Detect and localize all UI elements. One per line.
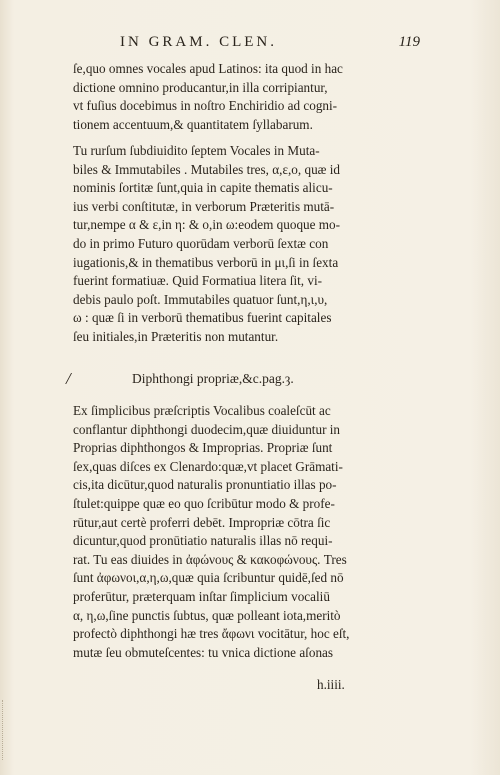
section-mark: /: [66, 369, 71, 388]
text-line: iugationis,& in thematibus verborū in μι,ſi in ſexta: [73, 254, 339, 270]
text-line: fuerint formatiuæ. Quid Formatiua litera ſit, vi-: [73, 273, 323, 289]
text-line: ſunt ἀφωνοι,α,η,ω,quæ quia ſcribuntur quidē,ſed nō: [73, 570, 344, 586]
running-head: IN GRAM. CLEN.: [120, 34, 277, 50]
paragraph-3: [73, 402, 399, 662]
text-line: ius verbi conſtitutæ, in verborum Præteritis mutā-: [73, 198, 335, 214]
section-title: Diphthongi propriæ,&c.pag.ȝ.: [132, 371, 294, 386]
text-line: mutæ ſeu obmuteſcentes: tu vnica dictione aſonas: [73, 644, 334, 660]
text-line: ſtulet:quippe quæ eo quo ſcribūtur modo & profe-: [73, 495, 335, 511]
text-line: ſe,quo omnes vocales apud Latinos: ita quod in hac: [73, 61, 343, 76]
text-line: Ex ſimplicibus præſcriptis Vocalibus coaleſcūt ac: [73, 403, 331, 418]
text-line: vt fuſius docebimus in noſtro Enchiridio ad cogni-: [73, 98, 338, 114]
text-line: tionem accentuum,& quantitatem ſyllabarum.: [73, 116, 313, 132]
text-line: proferūtur, præterquam inſtar ſimplicium vocaliū: [73, 588, 330, 604]
text-line: cis,ita dicūtur,quod naturalis pronuntiatio illas po-: [73, 477, 337, 493]
text-line: conflantur diphthongi duodecim,quæ diuiduntur in: [73, 421, 341, 437]
text-line: profectò diphthongi hæ tres ἄφωνι vocitātur, hoc eſt,: [73, 626, 350, 642]
margin-binding-marks: [2, 700, 7, 760]
text-line: do in primo Futuro quorūdam verborū ſextæ con: [73, 235, 329, 251]
text-line: biles & Immutabiles . Mutabiles tres, α,ε,ο, quæ id: [73, 161, 341, 177]
text-line: dictione omnino producantur,in illa corripiantur,: [73, 79, 328, 95]
text-line: ſex,quas diſces ex Clenardo:quæ,vt placet Grāmati-: [73, 458, 343, 474]
page-number: 119: [398, 34, 420, 50]
signature-mark: h.iiii.: [317, 677, 345, 692]
text-line: nominis ſortitæ ſunt,quia in capite thematis alicu-: [73, 180, 333, 196]
paragraph-2: [73, 142, 399, 347]
text-line: dicuntur,quod pronūtiatio naturalis illas nō requi-: [73, 533, 333, 549]
text-line: ſeu initiales,in Præteritis non mutantur.: [73, 328, 279, 344]
text-line: tur,nempe α & ε,in η: & ο,in ω:eodem quoque mo-: [73, 217, 341, 233]
paragraph-1: [73, 60, 399, 134]
text-line: rat. Tu eas diuides in ἀφώνους & κακοφώνους. Tres: [73, 551, 347, 567]
text-line: Proprias diphthongos & Improprias. Propriæ ſunt: [73, 440, 333, 456]
text-line: Tu rurſum ſubdiuidito ſeptem Vocales in Muta-: [73, 143, 320, 158]
text-line: ω : quæ ſi in verborū thematibus fuerint capitales: [73, 310, 332, 326]
text-line: rūtur,aut certè proferri debēt. Impropriæ cōtra ſic: [73, 514, 331, 530]
text-line: debis paulo poſt. Immutabiles quatuor ſunt,η,ι,υ,: [73, 291, 328, 307]
text-line: α, η,ω,ſine punctis ſubtus, quæ polleant iota,meritò: [73, 607, 341, 623]
section-heading: [66, 370, 386, 390]
page-header: [120, 34, 420, 52]
